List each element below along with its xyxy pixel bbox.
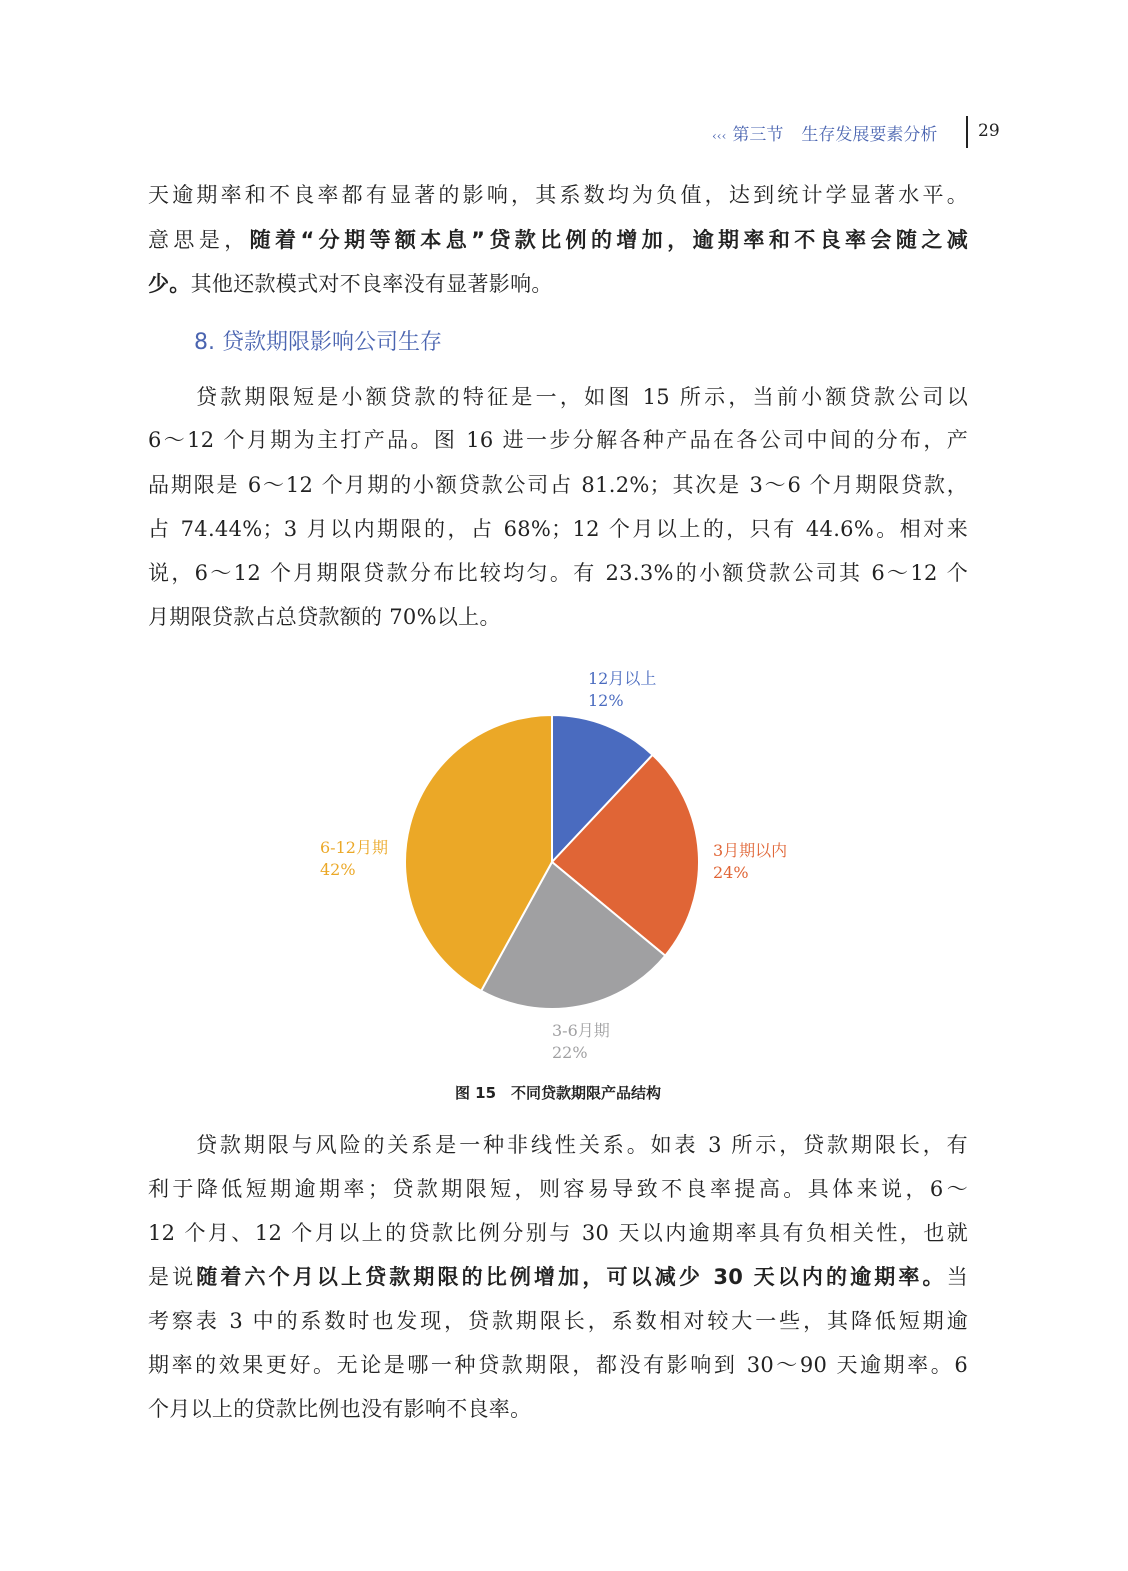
text-run: 占 74.44%；3 月以内期限的，占 68%；12 个月以上的，只有 44.6%。相对来 [148,517,968,541]
page-number: 29 [978,121,1000,141]
section-heading: 8. 贷款期限影响公司生存 [194,330,442,355]
text-run: 贷款期限短是小额贷款的特征是一，如图 15 所示，当前小额贷款公司以 [196,385,968,409]
pie-label-name: 6-12月期 [320,838,388,857]
text-run: 贷款期限与风险的关系是一种非线性关系。如表 3 所示，贷款期限长，有 [196,1133,968,1157]
text-run: 其他还款模式对不良率没有显著影响。 [190,272,553,296]
pie-label-under-3m [713,840,787,884]
text-run: 品期限是 6～12 个月期的小额贷款公司占 81.2%；其次是 3～6 个月期限贷款， [148,473,968,497]
text-run: 天逾期率和不良率都有显著的影响，其系数均为负值，达到统计学显著水平。 [148,183,968,207]
text-run: 说，6～12 个月期限贷款分布比较均匀。有 23.3%的小额贷款公司其 6～12 个 [148,561,968,585]
text-run: 期率的效果更好。无论是哪一种贷款期限，都没有影响到 30～90 天逾期率。6 [148,1353,968,1377]
bold-text: 随着六个月以上贷款期限的比例增加，可以减少 30 天以内的逾期率。 [196,1265,947,1289]
pie-label-value: 42% [320,860,356,879]
section-label: 第三节 [732,125,784,145]
text-run: 12 个月、12 个月以上的贷款比例分别与 30 天以内逾期率具有负相关性，也就 [148,1221,968,1245]
pie-label-name: 3月期以内 [713,841,788,860]
text-run: 意思是， [148,228,250,252]
text-run: 是说 [148,1265,197,1289]
text-run: 6～12 个月期为主打产品。图 16 进一步分解各种产品在各公司中间的分布，产 [148,428,968,452]
text-run: 当 [946,1265,968,1289]
text-run: 考察表 3 中的系数时也发现，贷款期限长，系数相对较大一些，其降低短期逾 [148,1309,968,1333]
text-run: 个月以上的贷款比例也没有影响不良率。 [148,1397,532,1421]
bold-text: 随着“分期等额本息”贷款比例的增加，逾期率和不良率会随之减 [249,228,968,252]
bold-text: 少。 [148,272,191,296]
pie-label-value: 24% [713,863,749,882]
pie-label-3-6m [552,1020,610,1064]
figure-caption: 图 15 不同贷款期限产品结构 [454,1084,662,1102]
pie-label-name: 12月以上 [588,669,657,688]
chevrons-icon: ‹‹‹ [712,129,727,143]
text-run: 利于降低短期逾期率；贷款期限短，则容易导致不良率提高。具体来说，6～ [148,1177,968,1201]
text-run: 月期限贷款占总贷款额的 70%以上。 [148,605,501,629]
pie-label-value: 22% [552,1043,588,1062]
pie-label-value: 12% [588,691,624,710]
pie-label-12m-plus [588,668,656,712]
section-title: 生存发展要素分析 [801,125,938,145]
pie-label-6-12m [320,837,388,881]
pie-label-name: 3-6月期 [552,1021,610,1040]
